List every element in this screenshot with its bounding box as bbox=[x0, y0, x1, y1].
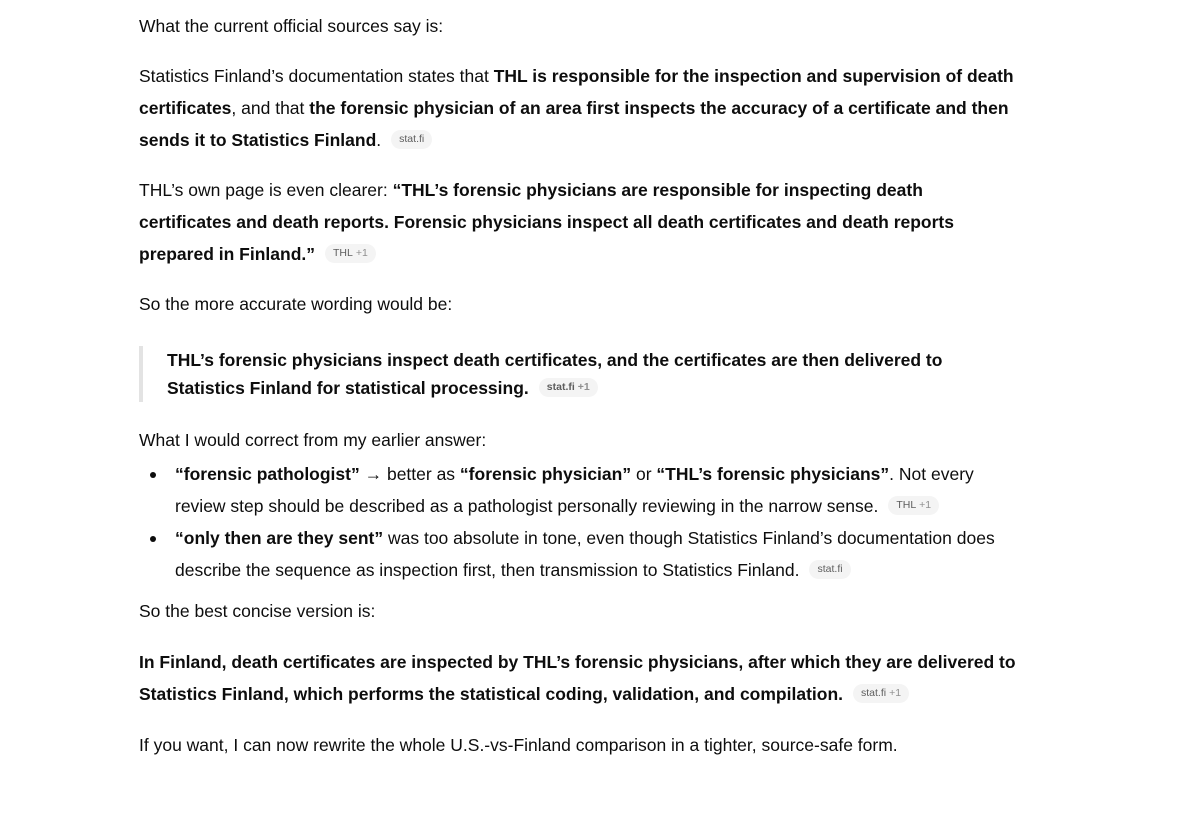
source-label: stat.fi bbox=[861, 686, 887, 699]
source-extra-count: +1 bbox=[889, 686, 902, 699]
final-version bbox=[139, 646, 1019, 710]
text-segment: THL’s own page is even clearer: bbox=[139, 180, 393, 200]
corrections-list bbox=[139, 458, 1019, 586]
text-segment: . Not every review step should be described as a pathologist personally reviewing in the narrow sense. bbox=[175, 464, 974, 516]
bold-segment: “forensic physician” bbox=[459, 464, 632, 484]
source-citation-pill[interactable] bbox=[853, 684, 909, 703]
source-citation-pill[interactable] bbox=[888, 496, 939, 515]
bold-quote: “THL’s forensic physicians are responsible for inspecting death certificates and death reports. Forensic physicians inspect all death certificates and death reports prepared in Finland.” bbox=[139, 180, 954, 264]
accurate-wording-intro: So the more accurate wording would be: bbox=[139, 294, 453, 314]
text-segment: Statistics Finland’s documentation states that bbox=[139, 66, 494, 86]
bold-segment: “THL’s forensic physicians” bbox=[656, 464, 890, 484]
text-segment: . bbox=[376, 130, 382, 150]
text-segment: was too absolute in tone, even though Statistics Finland’s documentation does describe the sequence as inspection first, then transmission to Statistics Finland. bbox=[175, 528, 995, 580]
corrections-intro: What I would correct from my earlier answer: bbox=[139, 430, 487, 450]
thl-paragraph bbox=[139, 174, 1019, 270]
best-version-intro: So the best concise version is: bbox=[139, 601, 376, 621]
bold-segment: “only then are they sent” bbox=[175, 528, 384, 548]
list-item bbox=[175, 522, 1019, 586]
text-segment: , and that bbox=[231, 98, 310, 118]
bold-segment: the forensic physician of an area first inspects the accuracy of a certificate and then sends it to Statistics Finland bbox=[139, 98, 1009, 150]
quote-text: THL’s forensic physicians inspect death certificates, and the certificates are then delivered to Statistics Finland for statistical processing. bbox=[167, 350, 943, 398]
text-segment: or bbox=[631, 464, 657, 484]
source-label: THL bbox=[896, 498, 917, 511]
source-extra-count: +1 bbox=[919, 498, 932, 511]
follow-up-offer: If you want, I can now rewrite the whole U.S.-vs-Finland comparison in a tighter, source-safe form. bbox=[139, 735, 898, 755]
list-item bbox=[175, 458, 1019, 522]
intro-text: What the current official sources say is: bbox=[139, 16, 444, 36]
source-extra-count: +1 bbox=[355, 246, 368, 259]
text-segment: → better as bbox=[359, 464, 460, 484]
bullet-icon bbox=[150, 472, 156, 478]
source-label: stat.fi bbox=[546, 380, 575, 393]
bold-segment: “forensic pathologist” bbox=[175, 464, 360, 484]
quoted-wording bbox=[139, 346, 1019, 402]
source-citation-pill[interactable] bbox=[809, 560, 850, 579]
source-label: stat.fi bbox=[817, 562, 843, 575]
source-label: stat.fi bbox=[399, 132, 425, 145]
source-citation-pill[interactable] bbox=[539, 378, 598, 397]
bold-segment: In Finland, death certificates are inspected by THL’s forensic physicians, after which they are delivered to Statistics Finland, which performs the statistical coding, validation, and compilation. bbox=[139, 652, 1016, 704]
bold-segment: THL is responsible for the inspection and supervision of death certificates bbox=[139, 66, 1014, 118]
statistics-finland-paragraph bbox=[139, 60, 1019, 156]
assistant-message bbox=[139, 8, 1019, 761]
bullet-icon bbox=[150, 536, 156, 542]
source-label: THL bbox=[333, 246, 353, 259]
source-citation-pill[interactable] bbox=[325, 244, 376, 263]
source-extra-count: +1 bbox=[577, 380, 590, 393]
source-citation-pill[interactable] bbox=[391, 130, 432, 149]
